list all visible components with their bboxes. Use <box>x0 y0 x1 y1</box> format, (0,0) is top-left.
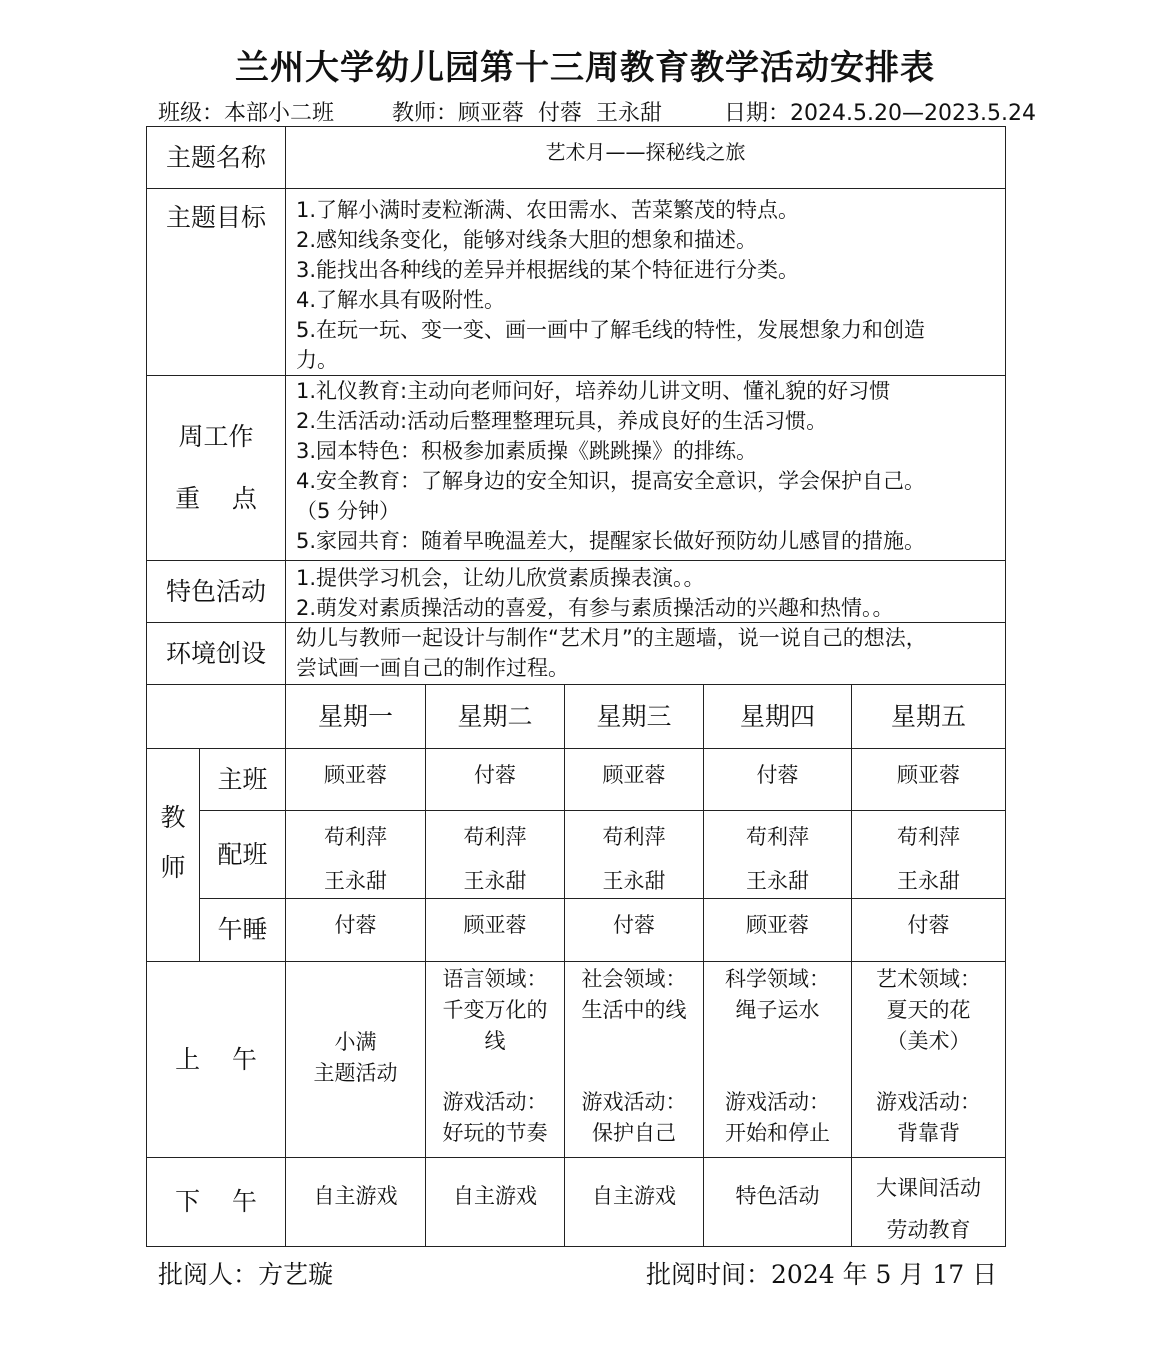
morning-activity-line: 艺术领域： <box>876 967 981 991</box>
assist-teacher <box>704 815 851 903</box>
nap-teacher: 付蓉 <box>334 913 377 937</box>
morning-monday <box>286 1025 425 1089</box>
morning-tuesday <box>426 962 564 1149</box>
morning-friday <box>852 962 1005 1149</box>
morning-wednesday <box>565 962 703 1149</box>
feature-activity-item: 2.萌发对素质操活动的喜爱，有参与素质操活动的兴趣和热情。。 <box>296 596 894 620</box>
afternoon-thursday: 特色活动 <box>735 1184 820 1208</box>
teacher-group-label <box>147 749 199 961</box>
environment-list <box>286 623 1005 684</box>
theme-goal-item: 3.能找出各种线的差异并根据线的某个特征进行分类。 <box>296 258 800 282</box>
morning-activity-line: 线 <box>484 1029 506 1053</box>
weekly-focus-label-line: 重 点 <box>175 484 257 513</box>
assist-teacher-name: 王永甜 <box>324 869 387 893</box>
review-time-value: 2024 年 5 月 17 日 <box>771 1260 998 1289</box>
theme-goal-item: 5.在玩一玩、变一变、画一画中了解毛线的特性，发展想象力和创造 <box>296 318 926 342</box>
theme-name-label: 主题名称 <box>165 142 266 172</box>
assist-teacher-name: 王永甜 <box>463 869 527 893</box>
morning-activity-line: 生活中的线 <box>581 998 687 1022</box>
reviewer-label: 批阅人： <box>158 1260 259 1289</box>
theme-goal-label: 主题目标 <box>165 203 266 232</box>
weekday-header: 星期二 <box>457 701 533 731</box>
teacher-group-char: 教 <box>160 803 186 832</box>
morning-label: 上 午 <box>175 1044 257 1074</box>
assist-teacher <box>426 815 564 903</box>
class-value: 本部小二班 <box>224 101 335 126</box>
theme-name-value: 艺术月——探秘线之旅 <box>545 140 746 164</box>
review-time <box>646 1255 997 1291</box>
morning-activity-line: 游戏活动： <box>442 1090 548 1114</box>
main-teacher-label: 主班 <box>217 764 268 794</box>
morning-activity-line: 语言领域： <box>442 967 548 991</box>
assist-teacher-name: 苟利萍 <box>602 825 666 849</box>
morning-activity-line: 主题活动 <box>313 1061 398 1085</box>
weekly-focus-item: 1.礼仪教育:主动向老师问好，培养幼儿讲文明、懂礼貌的好习惯 <box>296 379 891 403</box>
morning-activity-line: 游戏活动： <box>581 1090 687 1114</box>
morning-activity-line: 游戏活动： <box>876 1090 981 1114</box>
main-teacher: 顾亚蓉 <box>897 763 960 787</box>
weekly-focus-item: 5.家园共育：随着早晚温差大，提醒家长做好预防幼儿感冒的措施。 <box>296 529 926 553</box>
main-teacher: 顾亚蓉 <box>324 763 387 787</box>
page-title: 兰州大学幼儿园第十三周教育教学活动安排表 <box>235 48 935 88</box>
main-teacher: 付蓉 <box>756 763 799 787</box>
morning-activity-line: 科学领域： <box>725 967 830 991</box>
afternoon-friday-line: 劳动教育 <box>886 1218 971 1242</box>
date-value: 2024.5.20—2023.5.24 <box>790 101 1036 126</box>
nap-teacher: 顾亚蓉 <box>746 913 809 937</box>
nap-teacher: 顾亚蓉 <box>463 913 527 937</box>
theme-goal-item: 4.了解水具有吸附性。 <box>296 288 506 312</box>
morning-activity-line: 夏天的花 <box>886 998 971 1022</box>
reviewer-value: 方艺璇 <box>258 1260 334 1289</box>
assist-teacher-name: 王永甜 <box>897 869 960 893</box>
theme-goal-item: 力。 <box>296 348 338 372</box>
reviewer <box>158 1255 333 1291</box>
weekday-header: 星期四 <box>739 701 815 731</box>
assist-teacher <box>286 815 425 903</box>
assist-teacher-name: 苟利萍 <box>463 825 527 849</box>
weekday-header: 星期一 <box>317 701 393 731</box>
weekday-header: 星期三 <box>596 701 672 731</box>
weekly-focus-list <box>286 376 1005 560</box>
morning-activity-line: 游戏活动： <box>725 1090 830 1114</box>
weekly-focus-label <box>147 420 285 516</box>
weekly-focus-item: 3.园本特色：积极参加素质操《跳跳操》的排练。 <box>296 439 758 463</box>
environment-label: 环境创设 <box>165 638 266 668</box>
weekly-focus-label-line: 周工作 <box>178 422 254 451</box>
teacher-label: 教师： <box>392 101 459 126</box>
date-label: 日期： <box>724 101 791 126</box>
morning-thursday <box>704 962 851 1149</box>
schedule-table <box>146 126 1006 1247</box>
environment-item: 尝试画一画自己的制作过程。 <box>296 656 569 680</box>
date-info <box>724 96 1036 127</box>
theme-goal-item: 2.感知线条变化，能够对线条大胆的想象和描述。 <box>296 228 758 252</box>
afternoon-friday <box>852 1167 1005 1251</box>
review-time-label: 批阅时间： <box>646 1260 772 1289</box>
morning-activity-line: 小满 <box>334 1030 377 1054</box>
morning-activity-line: 好玩的节奏 <box>442 1121 548 1145</box>
feature-activity-item: 1.提供学习机会，让幼儿欣赏素质操表演。。 <box>296 566 705 590</box>
nap-teacher-label: 午睡 <box>217 915 268 944</box>
nap-teacher: 付蓉 <box>613 913 655 937</box>
assist-teacher <box>852 815 1005 903</box>
theme-goal-list <box>286 189 1005 375</box>
main-teacher: 付蓉 <box>474 763 516 787</box>
class-label: 班级： <box>158 101 225 126</box>
afternoon-monday: 自主游戏 <box>313 1184 398 1208</box>
assist-teacher-name: 苟利萍 <box>746 825 809 849</box>
teacher-group-char: 师 <box>160 853 186 882</box>
afternoon-wednesday: 自主游戏 <box>592 1184 676 1208</box>
afternoon-label: 下 午 <box>175 1187 257 1216</box>
weekly-focus-item: （5 分钟） <box>296 499 401 523</box>
morning-activity-line: 千变万化的 <box>442 998 548 1022</box>
assist-teacher-name: 苟利萍 <box>324 825 387 849</box>
teacher-value: 顾亚蓉 付蓉 王永甜 <box>458 101 662 126</box>
morning-activity-line: 绳子运水 <box>735 998 820 1022</box>
row-divider <box>199 810 1005 811</box>
morning-activity-line: 保护自己 <box>592 1121 676 1145</box>
afternoon-tuesday: 自主游戏 <box>453 1184 537 1208</box>
feature-activity-label: 特色活动 <box>165 576 266 606</box>
morning-activity-line: 开始和停止 <box>725 1121 830 1145</box>
environment-item: 幼儿与教师一起设计与制作“艺术月”的主题墙，说一说自己的想法， <box>296 626 927 650</box>
assist-teacher-name: 王永甜 <box>746 869 809 893</box>
morning-activity-line: 背靠背 <box>897 1121 960 1145</box>
morning-activity-line: 社会领域： <box>581 967 687 991</box>
teacher-info <box>392 96 662 127</box>
afternoon-friday-line: 大课间活动 <box>876 1176 981 1200</box>
feature-activity-list <box>286 561 1005 622</box>
nap-teacher: 付蓉 <box>907 913 950 937</box>
weekly-focus-item: 2.生活活动:活动后整理整理玩具，养成良好的生活习惯。 <box>296 409 828 433</box>
assist-teacher-name: 王永甜 <box>602 869 666 893</box>
morning-activity-line: （美术） <box>886 1029 971 1053</box>
weekday-header: 星期五 <box>890 701 966 731</box>
assist-teacher-name: 苟利萍 <box>897 825 960 849</box>
weekly-focus-item: 4.安全教育：了解身边的安全知识，提高安全意识，学会保护自己。 <box>296 469 926 493</box>
main-teacher: 顾亚蓉 <box>602 763 666 787</box>
class-info <box>158 96 334 127</box>
assist-teacher <box>565 815 703 903</box>
assist-teacher-label: 配班 <box>217 839 268 869</box>
theme-goal-item: 1.了解小满时麦粒渐满、农田需水、苦菜繁茂的特点。 <box>296 198 800 222</box>
